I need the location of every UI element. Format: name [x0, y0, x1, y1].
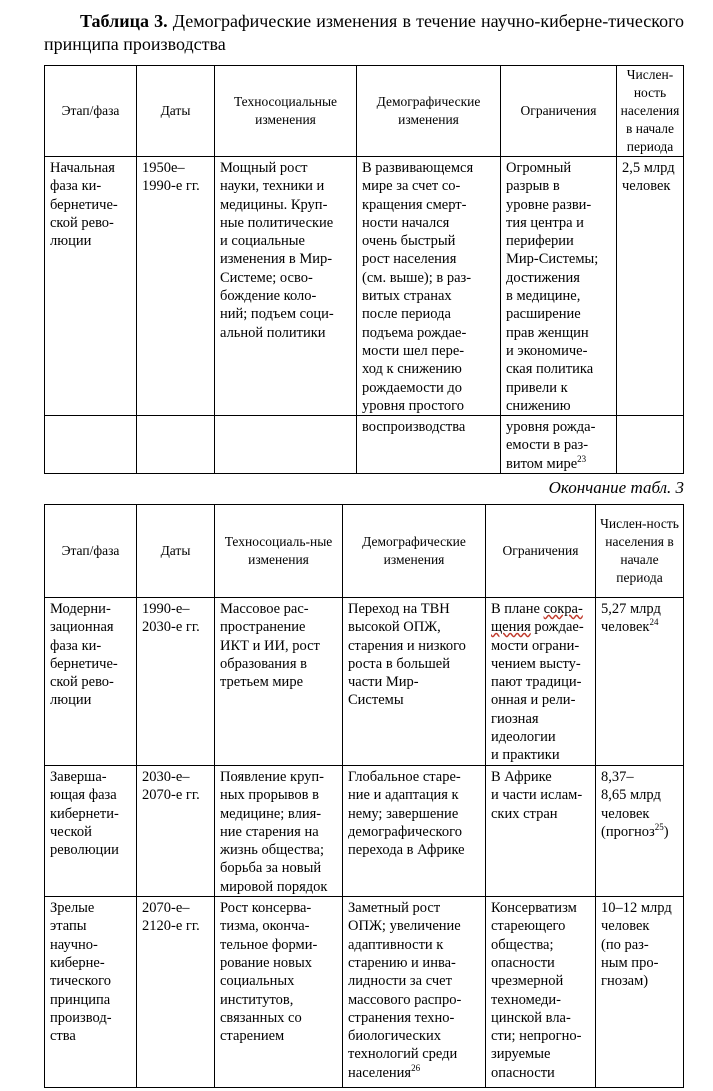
header-population: Числен-ность населения в начале периода	[596, 505, 684, 598]
table-part-1	[44, 65, 684, 474]
cell-empty	[137, 416, 215, 474]
header-population: Числен-ность населения в начале периода	[617, 66, 684, 157]
caption-text: Демографические изменения в течение научно-киберне-тического принципа производства	[44, 11, 685, 54]
header-techno: Техносоциальные изменения	[215, 66, 357, 157]
cell-population: 2,5 млрд человек	[617, 157, 684, 416]
header-dates: Даты	[137, 505, 215, 598]
limits-text-c: рождае- мости ограни- чением высту- пают традици- онная и рели- гиозная идеологии и практики	[491, 619, 584, 764]
cell-empty	[215, 416, 357, 474]
population-text: 5,27 млрд человек	[601, 601, 661, 636]
table-row	[45, 598, 684, 766]
table-row	[45, 416, 684, 474]
cell-techno: Массовое рас- пространение ИКТ и ИИ, рост образования в третьем мире	[215, 598, 343, 766]
cell-phase: Начальная фаза ки- бернетиче- ской рево- люции	[45, 157, 137, 416]
header-techno: Техносоциаль-ные изменения	[215, 505, 343, 598]
cell-population	[596, 766, 684, 897]
header-demo: Демографические изменения	[357, 66, 501, 157]
cell-demo: В развивающемся мире за счет со- кращения смерт- ности начался очень быстрый рост населения (см. выше); в раз- витых странах после периода подъема рождае- мости шел пере- ход к снижению рождаемости до уровня простого	[357, 157, 501, 416]
cell-demo: Переход на ТВН высокой ОПЖ, старения и низкого роста в большей части Мир- Системы	[343, 598, 486, 766]
cell-limits	[501, 416, 617, 474]
header-limits: Ограничения	[486, 505, 596, 598]
cell-limits	[486, 598, 596, 766]
cell-empty	[45, 416, 137, 474]
footnote-ref: 26	[411, 1062, 421, 1073]
cell-dates: 2030-е– 2070-е гг.	[137, 766, 215, 897]
cell-empty	[617, 416, 684, 474]
footnote-ref: 23	[577, 453, 587, 464]
header-row	[45, 505, 684, 598]
header-row	[45, 66, 684, 157]
population-tail: )	[663, 823, 669, 840]
cell-demo: Глобальное старе- ние и адаптация к нему; завершение демографического перехода в Африке	[343, 766, 486, 897]
cell-limits: Консерватизм стареющего общества; опасности чрезмерной техномеди- цинской вла- сти; непрогно- зируемые опасности	[486, 897, 596, 1088]
cell-limits: В Африке и части ислам- ских стран	[486, 766, 596, 897]
cell-dates: 1950е– 1990-е гг.	[137, 157, 215, 416]
limits-text-a: В плане	[491, 601, 544, 617]
limits-text: уровня рожда- емости в раз- витом мире	[506, 419, 596, 472]
cell-limits: Огромный разрыв в уровне разви- тия центра и периферии Мир-Системы; достижения в медицине, расширение прав женщин и экономиче- ская политика привели к снижению	[501, 157, 617, 416]
cell-demo: воспроизводства	[357, 416, 501, 474]
table-row	[45, 897, 684, 1088]
header-dates: Даты	[137, 66, 215, 157]
header-phase: Этап/фаза	[45, 66, 137, 157]
cell-techno: Мощный рост науки, техники и медицины. Круп- ные политические и социальные изменения в Мир- Системе; осво- бождение коло- ний; подъем соци- альной политики	[215, 157, 357, 416]
table-row	[45, 157, 684, 416]
header-demo: Демографические изменения	[343, 505, 486, 598]
limits-text-b: сокра- щения	[491, 601, 583, 636]
cell-demo	[343, 897, 486, 1088]
caption-label: Таблица 3.	[80, 11, 168, 31]
footnote-ref: 24	[649, 617, 659, 628]
footnote-ref: 25	[654, 822, 664, 833]
table-caption	[44, 10, 684, 56]
table-part-2	[44, 504, 684, 1088]
cell-dates: 2070-е– 2120-е гг.	[137, 897, 215, 1088]
demo-text: Заметный рост ОПЖ; увеличение адаптивности к старению и инва- лидности за счет массового распро- странения техно- биологических технологий среди населения	[348, 900, 462, 1081]
cell-population: 10–12 млрд человек (по раз- ным про- гнозам)	[596, 897, 684, 1088]
cell-phase: Зрелые этапы научно- киберне- тического принципа производ- ства	[45, 897, 137, 1088]
cell-dates: 1990-е– 2030-е гг.	[137, 598, 215, 766]
cell-population	[596, 598, 684, 766]
header-limits: Ограничения	[501, 66, 617, 157]
cell-techno: Появление круп- ных прорывов в медицине; влия- ние старения на жизнь общества; борьба за новый мировой порядок	[215, 766, 343, 897]
cell-techno: Рост консерва- тизма, оконча- тельное форми- рование новых социальных институтов, связанных со старением	[215, 897, 343, 1088]
cell-phase: Модерни- зационная фаза ки- бернетиче- ской рево- люции	[45, 598, 137, 766]
cell-phase: Заверша- ющая фаза кибернети- ческой революции	[45, 766, 137, 897]
header-phase: Этап/фаза	[45, 505, 137, 598]
continuation-label: Окончание табл. 3	[548, 478, 684, 497]
population-text: 8,37– 8,65 млрд человек (прогноз	[601, 769, 661, 840]
table-row	[45, 766, 684, 897]
